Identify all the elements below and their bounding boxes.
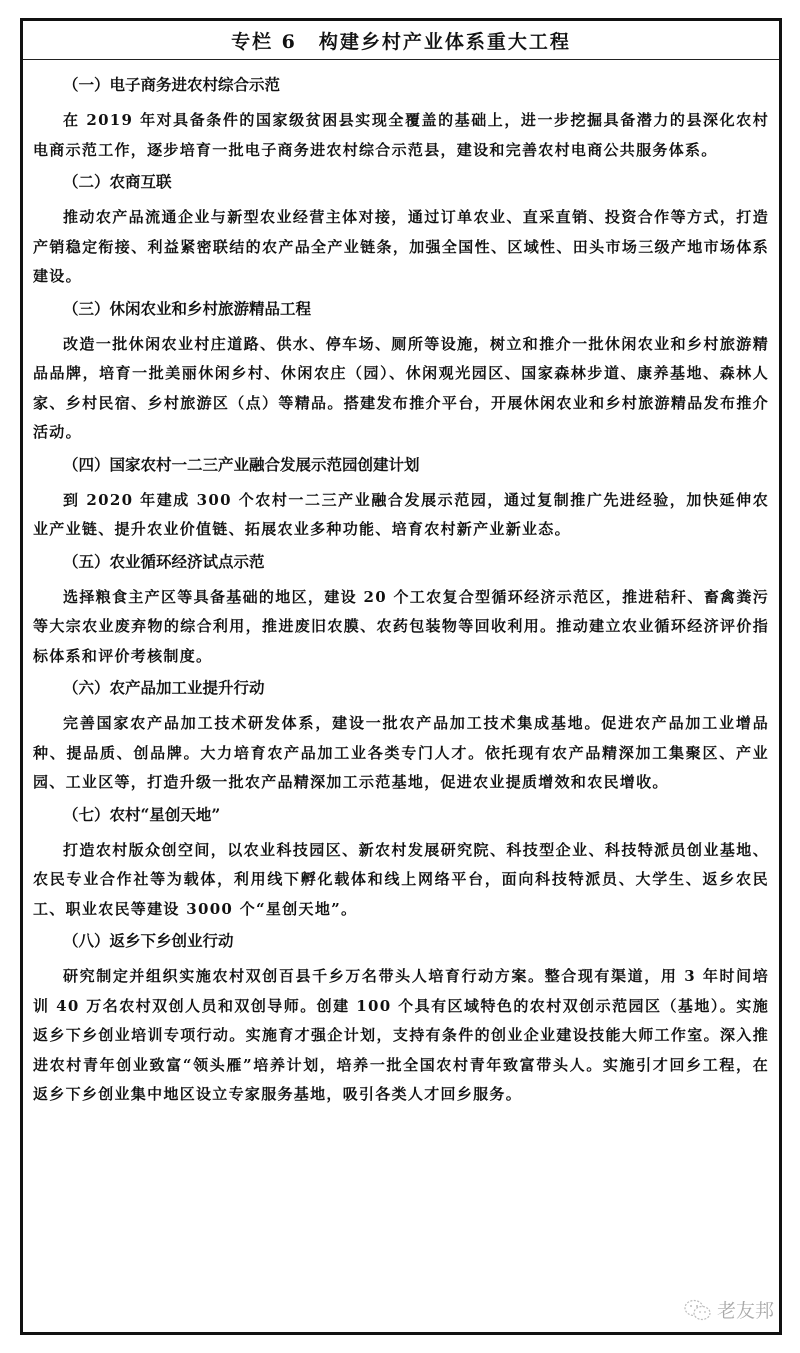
section-3 <box>33 298 769 448</box>
section-title: （五）农业循环经济试点示范 <box>63 551 265 571</box>
box-title: 构建乡村产业体系重大工程 <box>318 30 571 53</box>
section-8 <box>33 930 769 1110</box>
section-4 <box>33 454 769 545</box>
section-text: 完善国家农产品加工技术研发体系，建设一批农产品加工技术集成基地。促进农产品加工业增品种、提品质、创品牌。大力培育农产品加工业各类专门人才。依托现有农产品精深加工集聚区、产业园、工业区等，打造升级一批农产品精深加工示范基地，促进农业提质增效和农民增收。 <box>33 714 769 791</box>
section-title: （六）农产品加工业提升行动 <box>63 678 265 697</box>
section-title: （三）休闲农业和乡村旅游精品工程 <box>63 298 312 318</box>
section-text: 研究制定并组织实施农村双创百县千乡万名带头人培育行动方案。整合现有渠道，用 3 年时间培训 40 万名农村双创人员和双创导师。创建 100 个具有区域特色的农村双创示范园区（基地）。实施返乡下乡创业培训专项行动。实施育才强企计划，支持有条件的创业企业建设技能大师工作室。深入推进农村青年创业致富“领头雁”培养计划，培养一批全国农村青年致富带头人。实施引才回乡工程，在返乡下乡创业集中地区设立专家服务基地，吸引各类人才回乡服务。 <box>33 967 769 1103</box>
box-header <box>23 21 779 60</box>
section-title: （二）农商互联 <box>63 172 172 191</box>
section-7 <box>33 804 769 925</box>
box-number: 专栏 6 <box>231 30 297 53</box>
section-text: 选择粮食主产区等具备基础的地区，建设 20 个工农复合型循环经济示范区，推进秸秆、畜禽粪污等大宗农业废弃物的综合利用，推进废旧农膜、农药包装物等回收利用。推动建立农业循环经济评价指标体系和评价考核制度。 <box>33 587 769 665</box>
section-text: 推动农产品流通企业与新型农业经营主体对接，通过订单农业、直采直销、投资合作等方式，打造产销稳定衔接、利益紧密联结的农产品全产业链条，加强全国性、区域性、田头市场三级产地市场体系建设。 <box>33 208 769 285</box>
wechat-icon <box>683 1298 713 1322</box>
box-body <box>23 60 779 1110</box>
section-text: 到 2020 年建成 300 个农村一二三产业融合发展示范园，通过复制推广先进经验，加快延伸农业产业链、提升农业价值链、拓展农业多种功能、培育农村新产业新业态。 <box>33 490 769 538</box>
section-title: （一）电子商务进农村综合示范 <box>63 75 281 94</box>
watermark <box>683 1296 774 1323</box>
section-title: （八）返乡下乡创业行动 <box>63 931 234 950</box>
section-text: 改造一批休闲农业村庄道路、供水、停车场、厕所等设施，树立和推介一批休闲农业和乡村旅游精品品牌，培育一批美丽休闲乡村、休闲农庄（园）、休闲观光园区、国家森林步道、康养基地、森林人家、乡村民宿、乡村旅游区（点）等精品。搭建发布推介平台，开展休闲农业和乡村旅游精品发布推介活动。 <box>33 334 769 441</box>
section-2 <box>33 171 769 292</box>
watermark-text: 老友邦 <box>716 1300 774 1322</box>
section-6 <box>33 677 769 798</box>
feature-box <box>20 18 782 1335</box>
section-text: 打造农村版众创空间，以农业科技园区、新农村发展研究院、科技型企业、科技特派员创业基地、农民专业合作社等为载体，利用线下孵化载体和线上网络平台，面向科技特派员、大学生、返乡农民工、职业农民等建设 3000 个“星创天地”。 <box>33 840 769 918</box>
section-1 <box>33 74 769 165</box>
section-title: （四）国家农村一二三产业融合发展示范园创建计划 <box>63 454 420 474</box>
section-text: 在 2019 年对具备条件的国家级贫困县实现全覆盖的基础上，进一步挖掘具备潜力的县深化农村电商示范工作，逐步培育一批电子商务进农村综合示范县，建设和完善农村电商公共服务体系。 <box>33 111 769 159</box>
section-title: （七）农村“星创天地” <box>63 804 221 824</box>
section-5 <box>33 551 769 672</box>
